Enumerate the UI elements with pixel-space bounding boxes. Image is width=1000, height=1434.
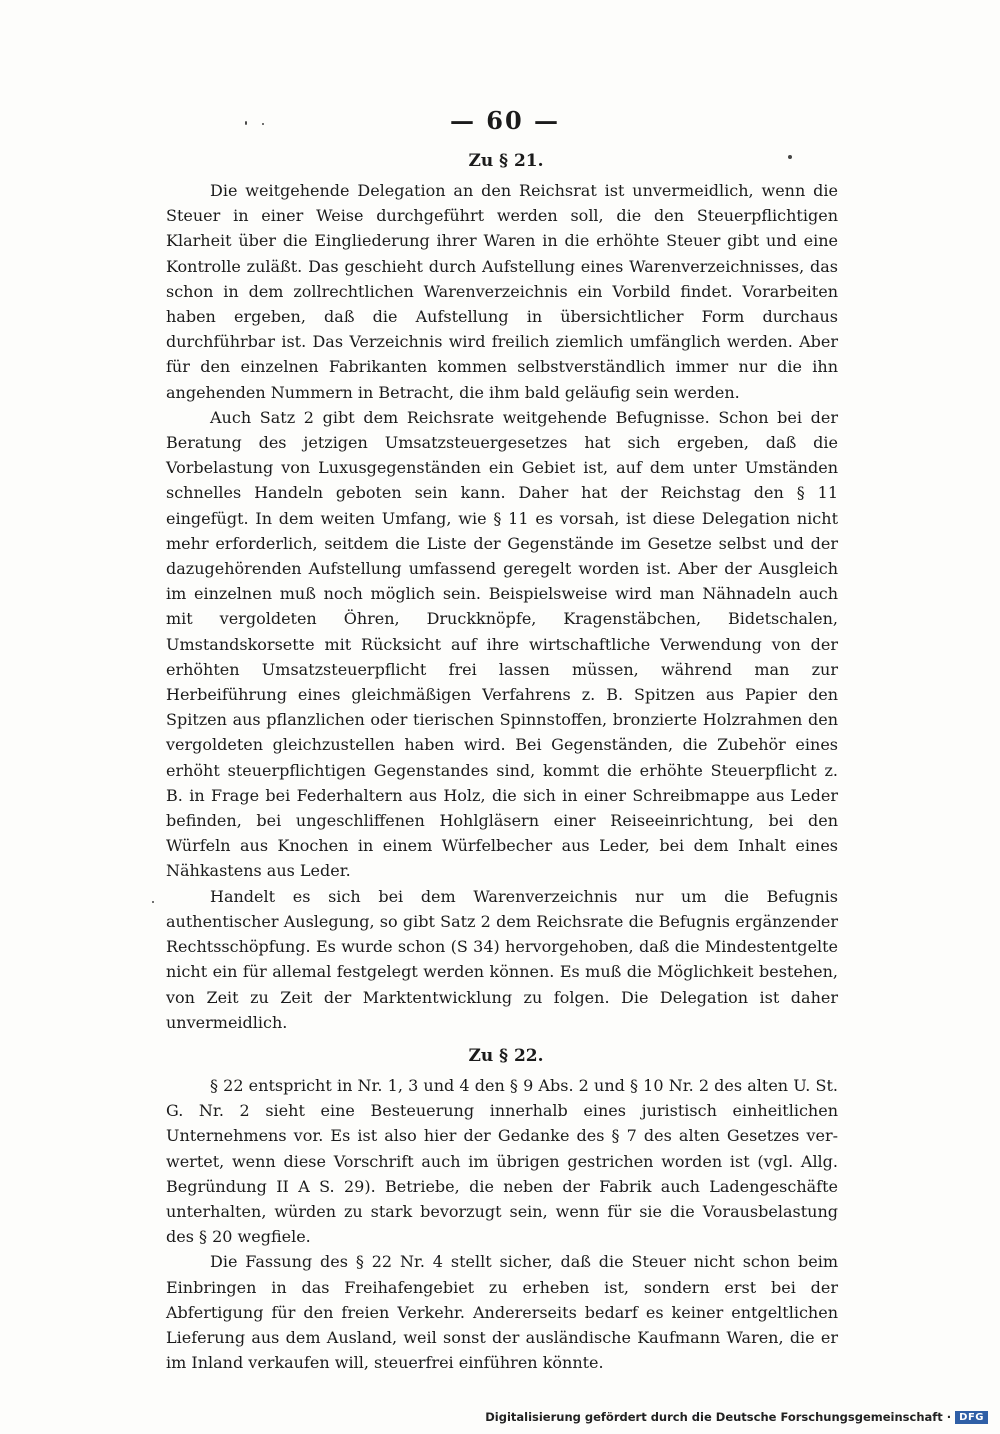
credit-text: Digitalisierung gefördert durch die Deutsche Forschungsgemeinschaft — [485, 1410, 943, 1424]
digitization-credit — [485, 1410, 988, 1424]
section-21 — [166, 148, 838, 1035]
section-gap — [166, 1035, 838, 1043]
paragraph: Die weitgehende Delegation an den Reichsrat ist unvermeidlich, wenn die Steuer in einer Weise durchgeführt werden soll, die den Steuerpflichtigen Klarheit über die Eingliederung ihrer Waren in die erhöhte Steuer gibt und eine Kontrolle zuläßt. Das geschieht durch Aufstellung eines Warenverzeichnisses, das schon in dem zollrechtlichen Warenverzeichnis ein Vorbild findet. Vorarbeiten haben ergeben, daß die Aufstellung in übersichtlicher Form durchaus durchführbar ist. Das Verzeichnis wird freilich ziemlich umfänglich werden. Aber für den einzelnen Fabrikanten kommen selbstverständlich immer nur die ihn angehenden Nummern in Betracht, die ihm bald geläufig sein werden. — [166, 181, 838, 402]
section-22 — [166, 1043, 838, 1375]
paragraph: Auch Satz 2 gibt dem Reichsrate weitgehende Befugnisse. Schon bei der Beratung des jetzigen Umsatzsteuergesetzes hat sich ergeben, daß die Vorbelastung von Luxusgegenständen ein Gebiet ist, auf dem unter Umständen schnelles Handeln geboten sein kann. Daher hat der Reichstag den § 11 eingefügt. In dem weiten Umfang, wie § 11 es vorsah, ist diese Delegation nicht mehr erforderlich, seitdem die Liste der Gegenstände im Gesetze selbst und der dazugehörenden Aufstellung umfassend geregelt worden ist. Aber der Ausgleich im einzelnen muß noch möglich sein. Beispielsweise wird man Nähnadeln auch mit vergoldeten Öhren, Druckknöpfe, Kragenstäbchen, Bidetschalen, Umstandskorsette mit Rücksicht auf ihre wirtschaftliche Verwendung von der erhöhten Umsatzsteuerpflicht frei lassen müssen, während man zur Herbeiführung eines gleichmäßigen Verfahrens z. B. Spitzen aus Papier den Spitzen aus pflanzlichen oder tierischen Spinnstoffen, bronzierte Holzrahmen den vergoldeten gleichzustellen haben wird. Bei Gegenständen, die Zubehör eines erhöht steuerpflichtigen Gegenstandes sind, kommt die erhöhte Steuerpflicht z. B. in Frage bei Federhaltern aus Holz, die sich in einer Schreibmappe aus Leder befinden, bei ungeschliffenen Hohlgläsern einer Reiseeinrichtung, bei den Würfeln aus Knochen in einem Würfelbecher aus Leder, bei dem Inhalt eines Nähkastens aus Leder. — [166, 407, 838, 881]
paragraph: § 22 entspricht in Nr. 1, 3 und 4 den § 9 Abs. 2 und § 10 Nr. 2 des alten U. St. G. Nr. 2 sieht eine Besteuerung innerhalb eines juristisch einheitlichen Unternehmens vor. Es ist also hier der Gedanke des § 7 des alten Gesetzes verwertet, wenn diese Vorschrift auch im übrigen gestrichen worden ist (vgl. Allg. Begründung II A S. 29). Betriebe, die neben der Fabrik auch Ladengeschäfte unterhalten, würden zu stark bevorzugt sein, wenn für sie die Vorausbelastung des § 20 wegfiele. — [166, 1075, 838, 1247]
body-text — [166, 148, 838, 1375]
credit-separator: · — [946, 1410, 952, 1424]
scan-speck — [152, 901, 154, 903]
page-number: — 60 — — [449, 106, 561, 135]
section-heading: Zu § 22. — [468, 1045, 544, 1066]
paragraph: Handelt es sich bei dem Warenverzeichnis nur um die Befugnis authentischer Auslegung, so gibt Satz 2 dem Reichsrate die Befugnis ergänzender Rechtsschöpfung. Es wurde schon (S 34) hervorgehoben, daß die Mindestentgelte nicht ein für allemal festgelegt werden können. Es muß die Möglichkeit bestehen, von Zeit zu Zeit der Marktentwicklung zu folgen. Die Delegation ist daher unvermeidlich. — [166, 886, 838, 1032]
section-heading: Zu § 21. — [468, 151, 544, 171]
dfg-logo-icon: DFG — [955, 1411, 988, 1424]
paragraph: Die Fassung des § 22 Nr. 4 stellt sicher, daß die Steuer nicht schon beim Einbringen in das Freihafengebiet zu erheben ist, sondern erst bei der Abfertigung für den freien Verkehr. Andererseits bedarf es keiner entgeltlichen Lieferung aus dem Ausland, weil sonst der ausländische Kaufmann Waren, die er im Inland verkaufen will, steuerfrei einführen könnte. — [166, 1252, 838, 1373]
